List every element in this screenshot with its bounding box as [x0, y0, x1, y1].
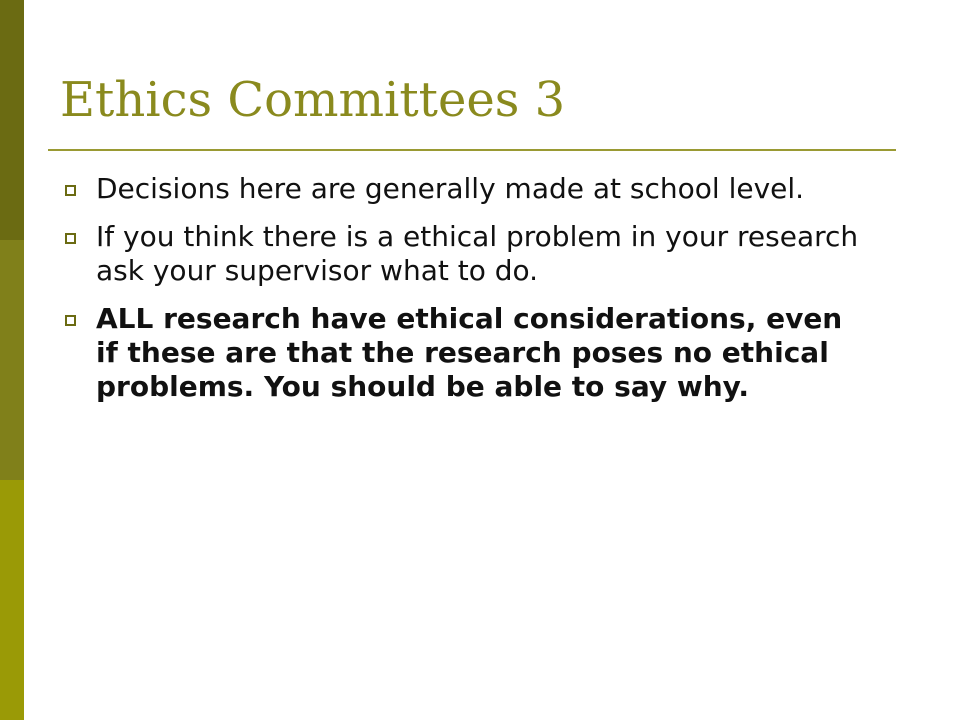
bullet-list [62, 172, 862, 418]
side-bar-segment-top [0, 0, 24, 240]
bullet-text: ALL research have ethical considerations, even if these are that the research poses no ethical problems. You should be able to say why. [96, 302, 843, 403]
bullet-item [62, 220, 862, 288]
side-bar-segment-bottom [0, 480, 24, 720]
square-bullet-icon [65, 233, 76, 244]
bullet-item [62, 302, 862, 404]
slide-title: Ethics Committees 3 [60, 72, 566, 128]
square-bullet-icon [65, 185, 76, 196]
side-decoration-bar [0, 0, 24, 720]
square-bullet-icon [65, 315, 76, 326]
side-bar-segment-middle [0, 240, 24, 480]
bullet-text: Decisions here are generally made at school level. [96, 172, 805, 205]
bullet-item [62, 172, 862, 206]
bullet-text: If you think there is a ethical problem in your research ask your supervisor what to do. [96, 220, 859, 287]
title-underline-rule [48, 149, 896, 151]
